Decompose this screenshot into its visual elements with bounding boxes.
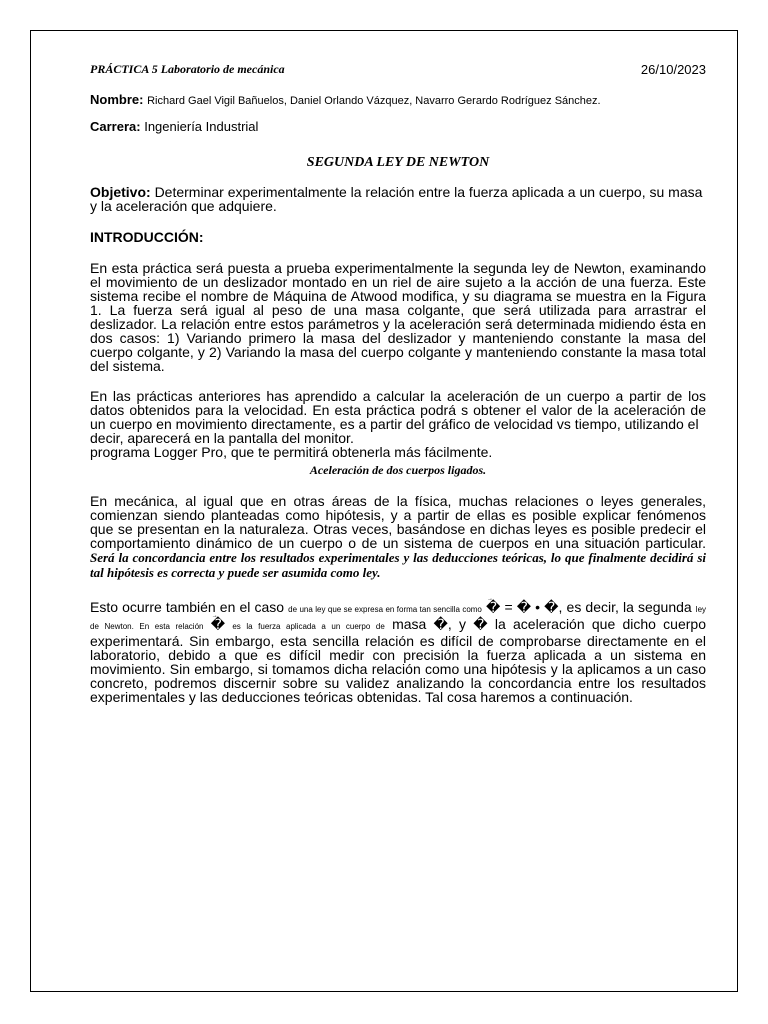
practicas-paragraph	[90, 389, 706, 459]
carrera-line	[90, 119, 706, 135]
objetivo-text: Determinar experimentalmente la relación entre la fuerza aplicada a un cuerpo, su masa y la aceleración que adquiere.	[90, 184, 703, 214]
introduccion-heading: INTRODUCCIÓN:	[90, 229, 204, 245]
mecanica-text: En mecánica, al igual que en otras áreas de la física, muchas relaciones o leyes generales, comienzan siendo planteadas como hipótesis, y a partir de ellas es posible explicar fenómenos que se presentan en la naturaleza. Otras veces, basándose en dichas leyes es posible predecir el comportamiento dinámico de un cuerpo o de un sistema de cuerpos en una situación particular.	[90, 493, 706, 551]
document-header	[90, 62, 706, 80]
practicas-line-3: programa Logger Pro, que te permitirá obtenerla más fácilmente.	[90, 444, 493, 460]
section-subtitle: Aceleración de dos cuerpos ligados.	[309, 463, 487, 477]
ultimo-small-3: es la fuerza aplicada a un cuerpo de	[232, 622, 385, 631]
ultimo-part-3: masa �, y � la aceleración que dicho cuerpo experimentará. Sin embargo, esta sencilla relación es difícil de comprobarse directamente en el laboratorio, debido a que es difícil medir con precisión la fuerza aplicada a un sistema en movimiento. Sin embargo, si tomamos dicha relación como una hipótesis y la aplicamos a un caso concreto, podremos discernir sobre su validez analizando la concordancia entre los resultados experimentales y las deducciones teóricas obtenidas. Tal cosa haremos a continuación.	[90, 616, 706, 705]
document-title: SEGUNDA LEY DE NEWTON	[306, 155, 490, 170]
ultimo-paragraph	[90, 600, 706, 704]
course-title: PRÁCTICA 5 Laboratorio de mecánica	[90, 62, 285, 76]
carrera-value: Ingeniería Industrial	[144, 119, 259, 134]
force-vector-glyph-2: → �	[211, 617, 225, 631]
carrera-label: Carrera:	[90, 119, 141, 134]
mecanica-paragraph	[90, 494, 706, 580]
ultimo-part-2: , es decir, la segunda	[558, 599, 692, 615]
practicas-line-1: En las prácticas anteriores has aprendido a calcular la aceleración de un cuerpo a partir de los datos obtenidos para la velocidad. En esta práctica podrá s obtener el valor de la aceleración de un cuerpo en movimiento directamente, es a partir del gráfico de velocidad vs tiempo, utilizando el	[90, 388, 706, 432]
nombre-line	[90, 92, 706, 109]
ultimo-small-1: de una ley que se expresa en forma tan sencilla como	[288, 605, 482, 614]
practicas-line-2: decir, aparecerá en la pantalla del monitor.	[90, 430, 354, 446]
mecanica-emphasis: Será la concordancia entre los resultados experimentales y las deducciones teóricas, lo que finalmente decidirá si tal hipótesis es correcta y puede ser asumida como ley.	[90, 550, 706, 580]
nombre-label: Nombre:	[90, 92, 144, 107]
newton-formula: = � • �	[500, 599, 559, 615]
intro-paragraph: En esta práctica será puesta a prueba experimentalmente la segunda ley de Newton, examinando el movimiento de un deslizador montado en un riel de aire sujeto a la acción de una fuerza. Este sistema recibe el nombre de Máquina de Atwood modifica, y su diagrama se muestra en la Figura 1. La fuerza será igual al peso de una masa colgante, que será utilizada para arrastrar el deslizador. La relación entre estos parámetros y la aceleración será determinada midiendo ésta en dos casos: 1) Variando primero la masa del deslizador y manteniendo constante la masa del cuerpo colgante, y 2) Variando la masa del cuerpo colgante y manteniendo constante la masa total del sistema.	[90, 260, 706, 374]
nombre-value: Richard Gael Vigil Bañuelos, Daniel Orlando Vázquez, Navarro Gerardo Rodríguez Sánchez.	[147, 95, 601, 107]
document-date: 26/10/2023	[640, 62, 706, 77]
force-vector-glyph: → �	[486, 600, 500, 614]
objetivo-label: Objetivo:	[90, 184, 151, 200]
ultimo-small-2: ley de Newton. En esta relación	[90, 605, 707, 631]
ultimo-part-1: Esto ocurre también en el caso	[90, 599, 285, 615]
objetivo-paragraph	[90, 185, 706, 213]
document-body	[90, 60, 706, 704]
